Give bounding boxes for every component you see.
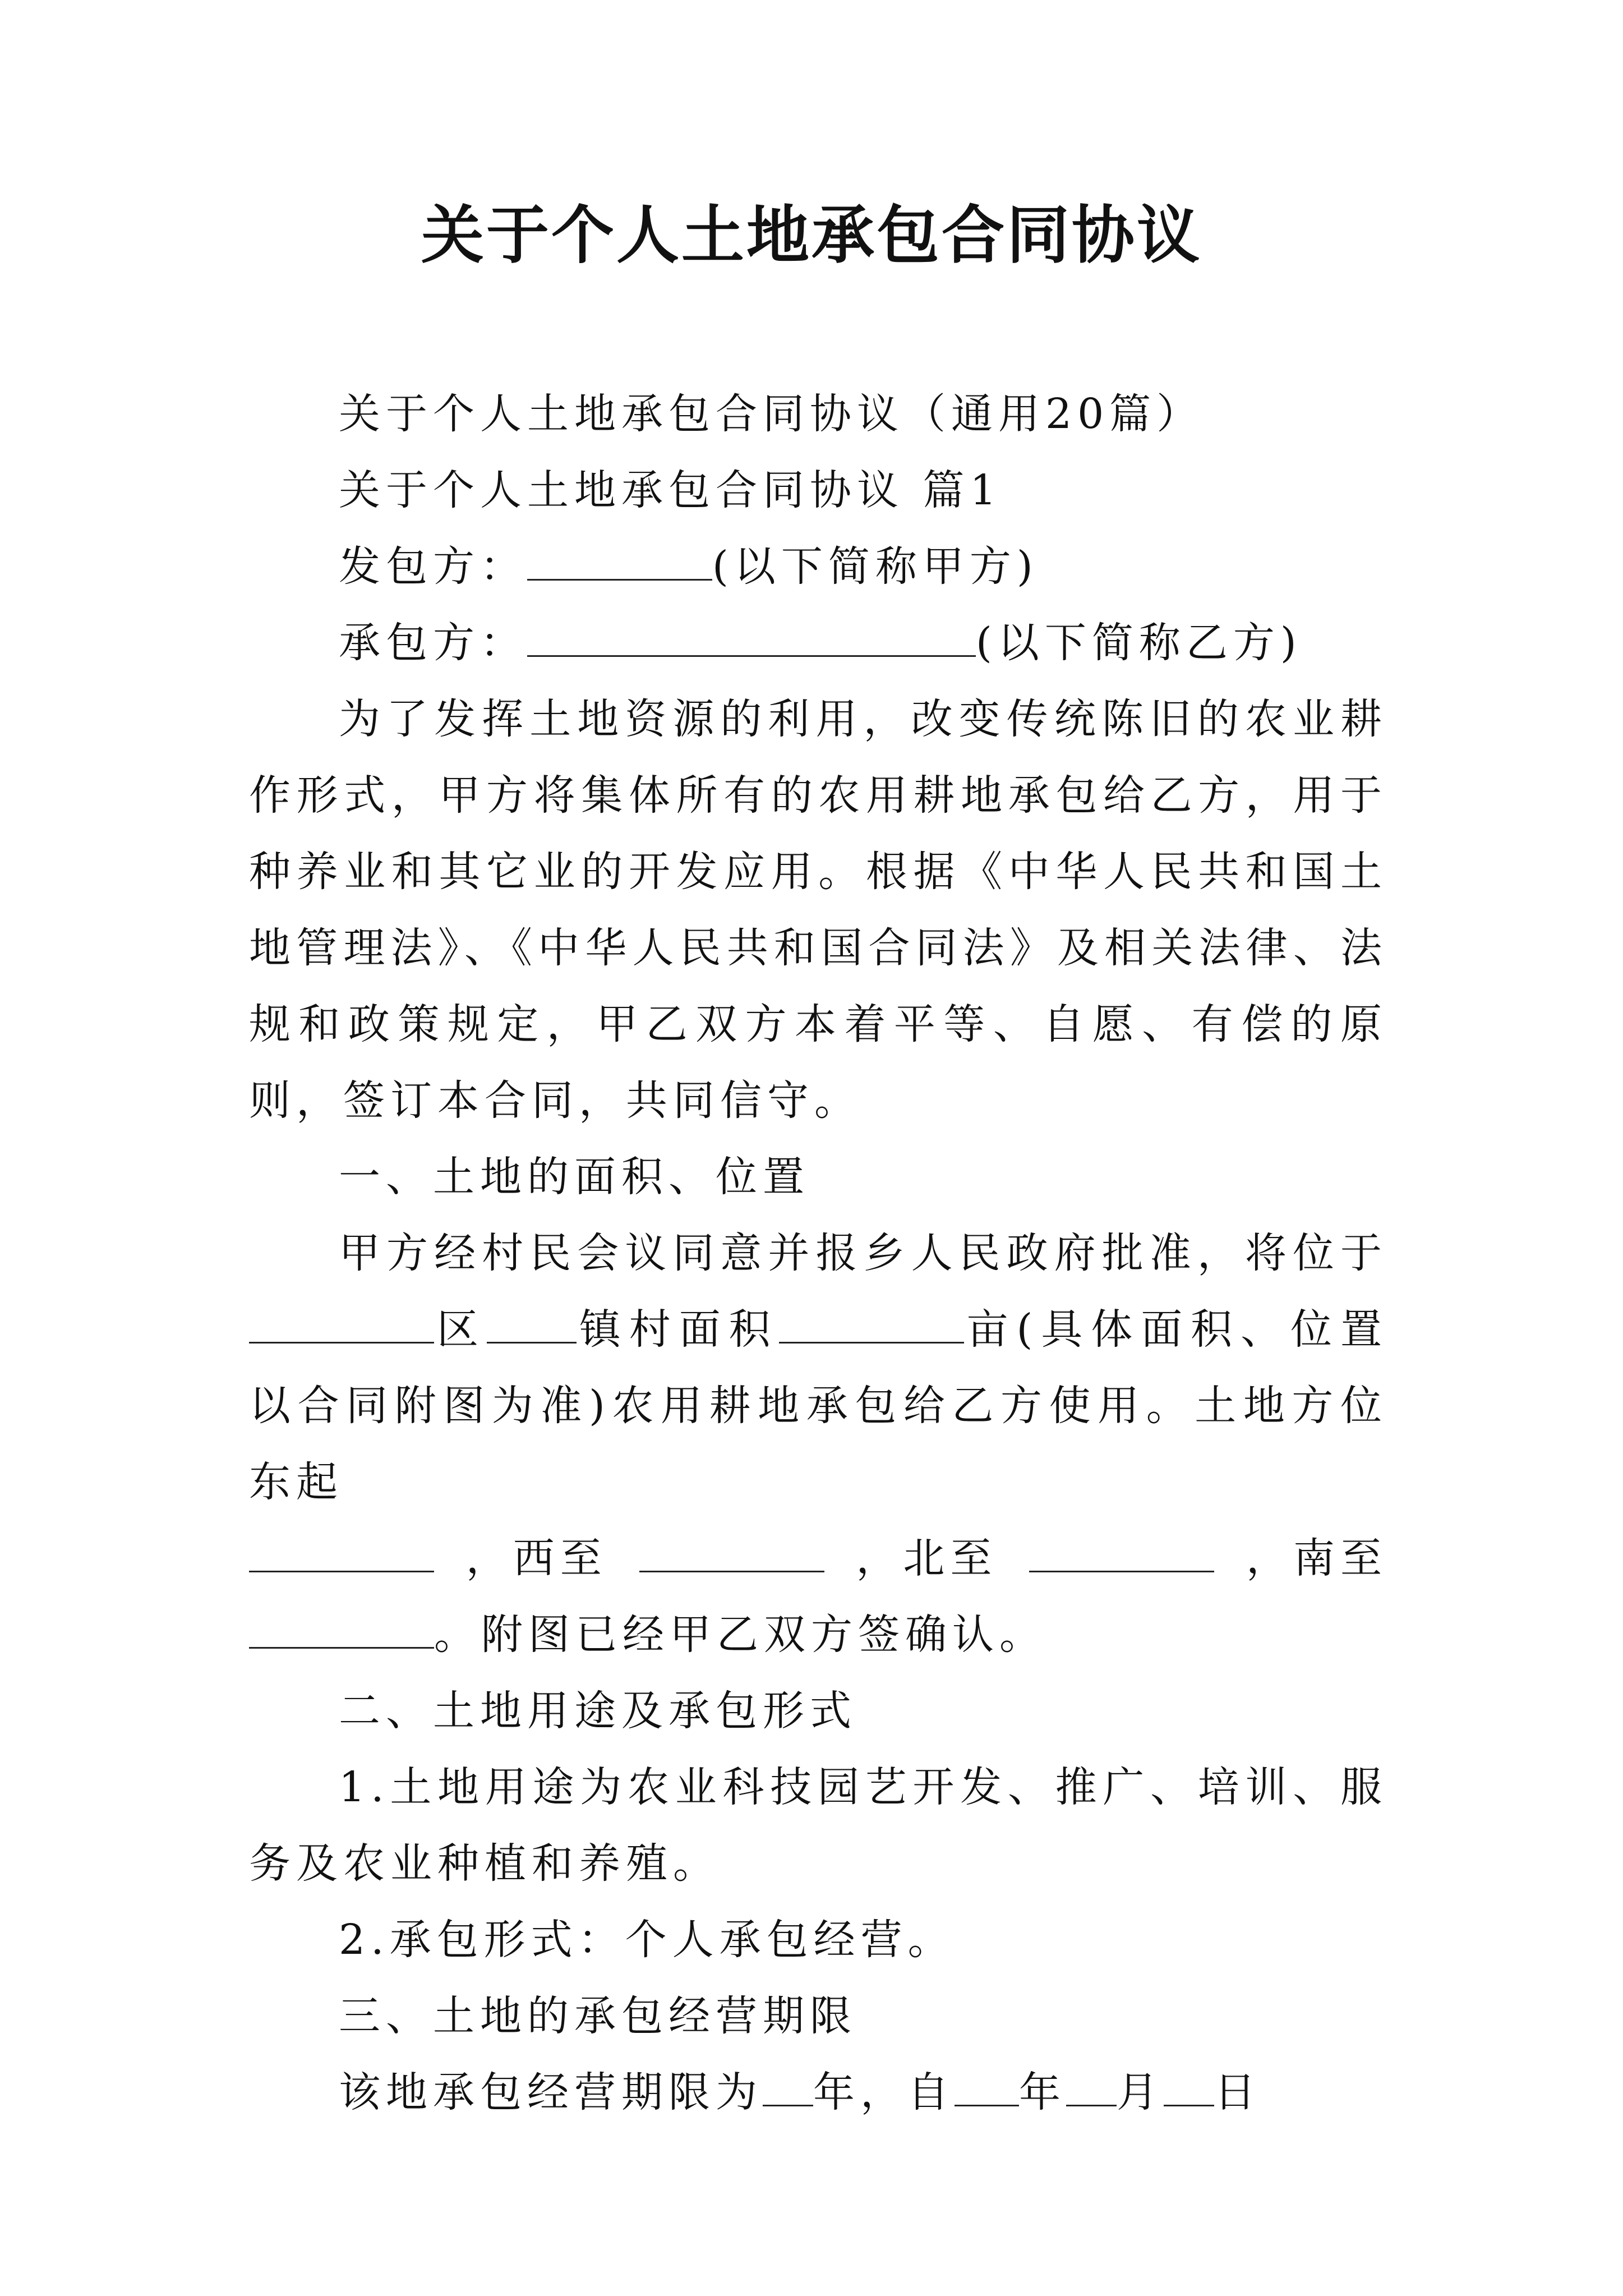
west-blank	[639, 1533, 824, 1572]
year-from-label: 年，自	[813, 2068, 955, 2116]
section-2-item-2: 2.承包形式：个人承包经营。	[339, 1916, 955, 1964]
term-text: 该地承包经营期限为	[339, 2068, 763, 2116]
start-month-blank	[1066, 2067, 1117, 2106]
boundary-end-text: 。附图已经甲乙双方签确认。	[434, 1611, 1046, 1659]
boundary-end-line	[249, 1596, 1387, 1673]
south-blank	[249, 1609, 434, 1649]
mu-text: 亩(具体面积、位置以合同附图为准)农用耕地承包给乙方使用。土地方位东起	[249, 1305, 1388, 1506]
party-a-label: 发包方：	[339, 542, 527, 591]
term-years-blank	[763, 2067, 813, 2106]
north-blank	[1029, 1533, 1214, 1572]
north-label: ，北至	[856, 1534, 998, 1582]
party-a-blank	[527, 541, 712, 581]
east-blank	[249, 1533, 434, 1572]
intro-paragraph: 为了发挥土地资源的利用，改变传统陈旧的农业耕作形式，甲方将集体所有的农用耕地承包给乙方，用于种养业和其它业的开发应用。根据《中华人民共和国土地管理法》、《中华人民共和国合同法》及相关法律、法规和政策规定，甲乙双方本着平等、自愿、有偿的原则，签订本合同，共同信守。	[249, 695, 1387, 1125]
section-1-paragraph	[249, 1215, 1387, 1520]
term-line	[249, 2054, 1387, 2131]
section-1-text: 甲方经村民会议同意并报乡人民政府批准，将位于	[339, 1229, 1387, 1277]
town-blank	[487, 1304, 577, 1343]
month-label: 月	[1117, 2068, 1164, 2116]
subtitle: 关于个人土地承包合同协议（通用20篇）	[339, 390, 1204, 438]
party-b-blank	[527, 618, 976, 657]
start-day-blank	[1164, 2067, 1214, 2106]
day-label: 日	[1214, 2068, 1261, 2116]
party-b-label: 承包方：	[339, 619, 527, 667]
party-b-line	[249, 605, 1387, 681]
document-body	[249, 376, 1387, 2131]
start-year-blank	[955, 2067, 1019, 2106]
section-heading: 关于个人土地承包合同协议 篇1	[339, 466, 1002, 514]
section-3-heading: 三、土地的承包经营期限	[339, 1992, 857, 2040]
area-blank	[779, 1304, 964, 1343]
party-a-suffix: (以下简称甲方)	[712, 542, 1039, 591]
section-2-item-1: 1.土地用途为农业科技园艺开发、推广、培训、服务及农业种植和养殖。	[249, 1763, 1387, 1888]
boundary-row	[249, 1520, 1387, 1596]
town-area-label: 镇村面积	[576, 1305, 779, 1354]
west-label: ，西至	[465, 1534, 607, 1582]
document-title: 关于个人土地承包合同协议	[421, 199, 1202, 272]
south-label: ，南至	[1246, 1534, 1387, 1582]
year-label: 年	[1019, 2068, 1066, 2116]
section-2-heading: 二、土地用途及承包形式	[339, 1687, 857, 1735]
party-b-suffix: (以下简称乙方)	[976, 619, 1302, 667]
district-blank	[249, 1304, 434, 1343]
section-1-heading: 一、土地的面积、位置	[339, 1153, 810, 1201]
district-label: 区	[434, 1305, 487, 1354]
party-a-line	[249, 528, 1387, 605]
